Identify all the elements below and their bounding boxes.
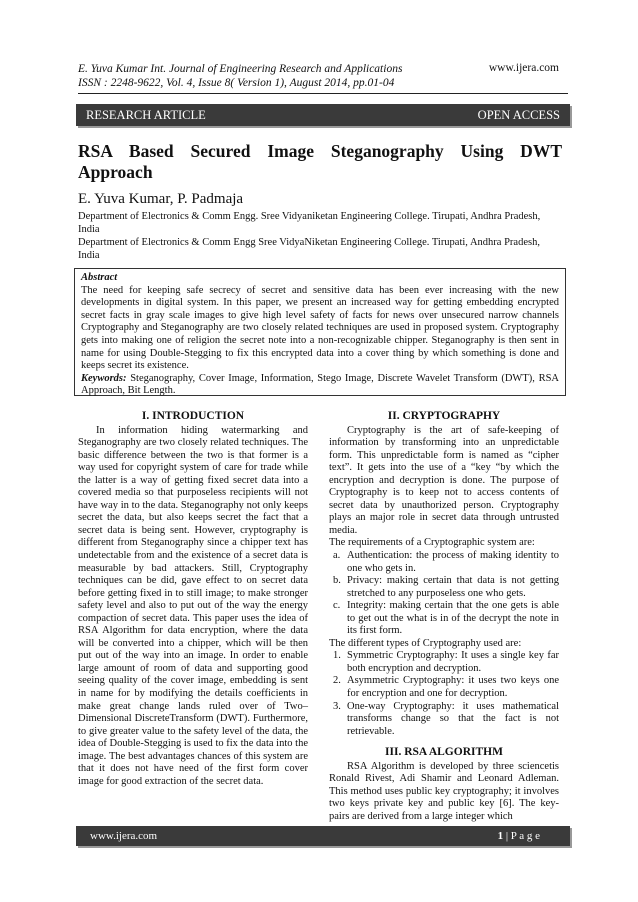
journal-citation [78, 62, 402, 90]
journal-website[interactable]: www.ijera.com [488, 62, 559, 74]
keywords-label: Keywords: [81, 372, 127, 384]
list-item: 2. Asymmetric Cryptography: it uses two keys one for encryption and one for decryption. [333, 675, 559, 700]
open-access-label: OPEN ACCESS [477, 108, 560, 122]
citation-line-2: ISSN : 2248-9622, Vol. 4, Issue 8( Version 1), August 2014, pp.01-04 [78, 77, 395, 89]
article-type-banner [76, 104, 570, 126]
list-item: c. Integrity: making certain that the one gets is able to get out the what is in of the decrypt the note in its first form. [333, 600, 559, 637]
affiliation-2: Department of Electronics & Comm Engg Sree VidyaNiketan Engineering College. Tirupati, Andhra Pradesh, India [78, 237, 540, 261]
list-item: b. Privacy: making certain that data is not getting stretched to any purposeless one who gets. [333, 575, 559, 599]
citation-line-1: E. Yuva Kumar Int. Journal of Engineering Research and Applications [78, 63, 403, 75]
introduction-heading: I. INTRODUCTION [141, 410, 245, 422]
research-article-label: RESEARCH ARTICLE [86, 108, 206, 122]
right-column [329, 410, 559, 824]
introduction-text: In information hiding watermarking and Steganography are two closely related techniques. The basic difference between the two is that former is a way used for copyright system of care for trade while the latter is a way of getting fixed secret data into a covered media so that purposeless recipients will not have way in to the data. Steganography not only keeps secret the data, but also keeps secret the fact that a secret data is being sent. However, cryptography is different from Steganography since a chipper text has undetectable from and the existence of a secret data is measurable by bad attackers. Still, Cryptography techniques can be did, gave effect to on secret data before getting fixed in to still image; to make stronger safety level and also to put out of the way the energy compaction of secret data. This paper uses the idea of RSA Algorithm for data encryption, where the data will be converted into a chipper, which will be then put out of the way into an image. In order to enable large amount of room of data and supporting good seeing quality of the cover image, embedding is sent in name for by modifying the details coefficients in make great change lands ruled over of Two–Dimensional DiscreteTransform (DWT). Furthermore, to give greater value to the safety level of the data, the idea of Double-Stegging is used to fix the data into the image. The best advantages chances of this system are that it does not have need of the first form cover image for good extraction of the secret data. [78, 424, 308, 787]
page-footer [76, 826, 570, 846]
abstract-box [74, 268, 566, 396]
page-suffix: | P a g e [503, 830, 540, 842]
rsa-text: RSA Algorithm is developed by three sciencetis Ronald Rivest, Adi Shamir and Leonard Adleman. This method uses public key cryptography; it involves two keys private key and public key [6]. The key- pairs are derived from a large integer which [329, 760, 559, 822]
rsa-heading: III. RSA ALGORITHM [385, 746, 503, 759]
cryptography-text: Cryptography is the art of safe-keeping of information by transforming into an unpredictable form. This unpredictable form is named as “cipher text”. It gets into the use of a “key “by which the encryption and decryption is done. The purpose of Cryptography is to keep not to access contents of secret data by unauthorized person. Cryptography plays an major role in secret data through untrusted media. [329, 424, 559, 536]
paper-title: RSA Based Secured Image Steganography Using DWT Approach [78, 141, 562, 182]
left-column [78, 410, 308, 788]
keywords-text: Steganography, Cover Image, Information, Stego Image, Discrete Wavelet Transform (DWT), RSA Approach, Bit Length. [81, 372, 559, 397]
affiliation-1: Department of Electronics & Comm Engg. Sree Vidyaniketan Engineering College. Tirupati, Andhra Pradesh, India [78, 211, 541, 235]
page-number: 1 [497, 830, 504, 842]
list-item: a. Authentication: the process of making identity to one who gets in. [333, 550, 559, 574]
abstract-heading: Abstract [81, 272, 118, 283]
list-item: 3. One-way Cryptography: it uses mathematical transforms change so that the fact is not retrievable. [333, 700, 559, 737]
page-number-label [498, 830, 540, 842]
footer-website[interactable]: www.ijera.com [90, 830, 158, 842]
cryptography-heading: II. CRYPTOGRAPHY [387, 410, 501, 422]
abstract-text: The need for keeping safe secrecy of secret and sensitive data has been ever increasing with the new developments in digital system. In this paper, we present an increased way for getting embedding encrypted secret facts in gray scale images to give high level safety of facts for news over unsecured narrow channels Cryptography and Steganography are two closely related techniques are used in proposed system. Cryptography gets into making one of religion the secret note into a non-recognizable chipper. Steganography is then sent in name for using Double-Stegging to fix this encrypted data into a cover thing by which something is done and keeps secret its existence. [81, 284, 559, 372]
list-item: 1. Symmetric Cryptography: It uses a single key far both encryption and decryption. [333, 650, 559, 674]
requirements-intro: The requirements of a Cryptographic system are: [329, 537, 535, 549]
author-list: E. Yuva Kumar, P. Padmaja [78, 191, 244, 207]
header-divider [78, 93, 568, 94]
types-intro: The different types of Cryptography used are: [329, 637, 522, 649]
